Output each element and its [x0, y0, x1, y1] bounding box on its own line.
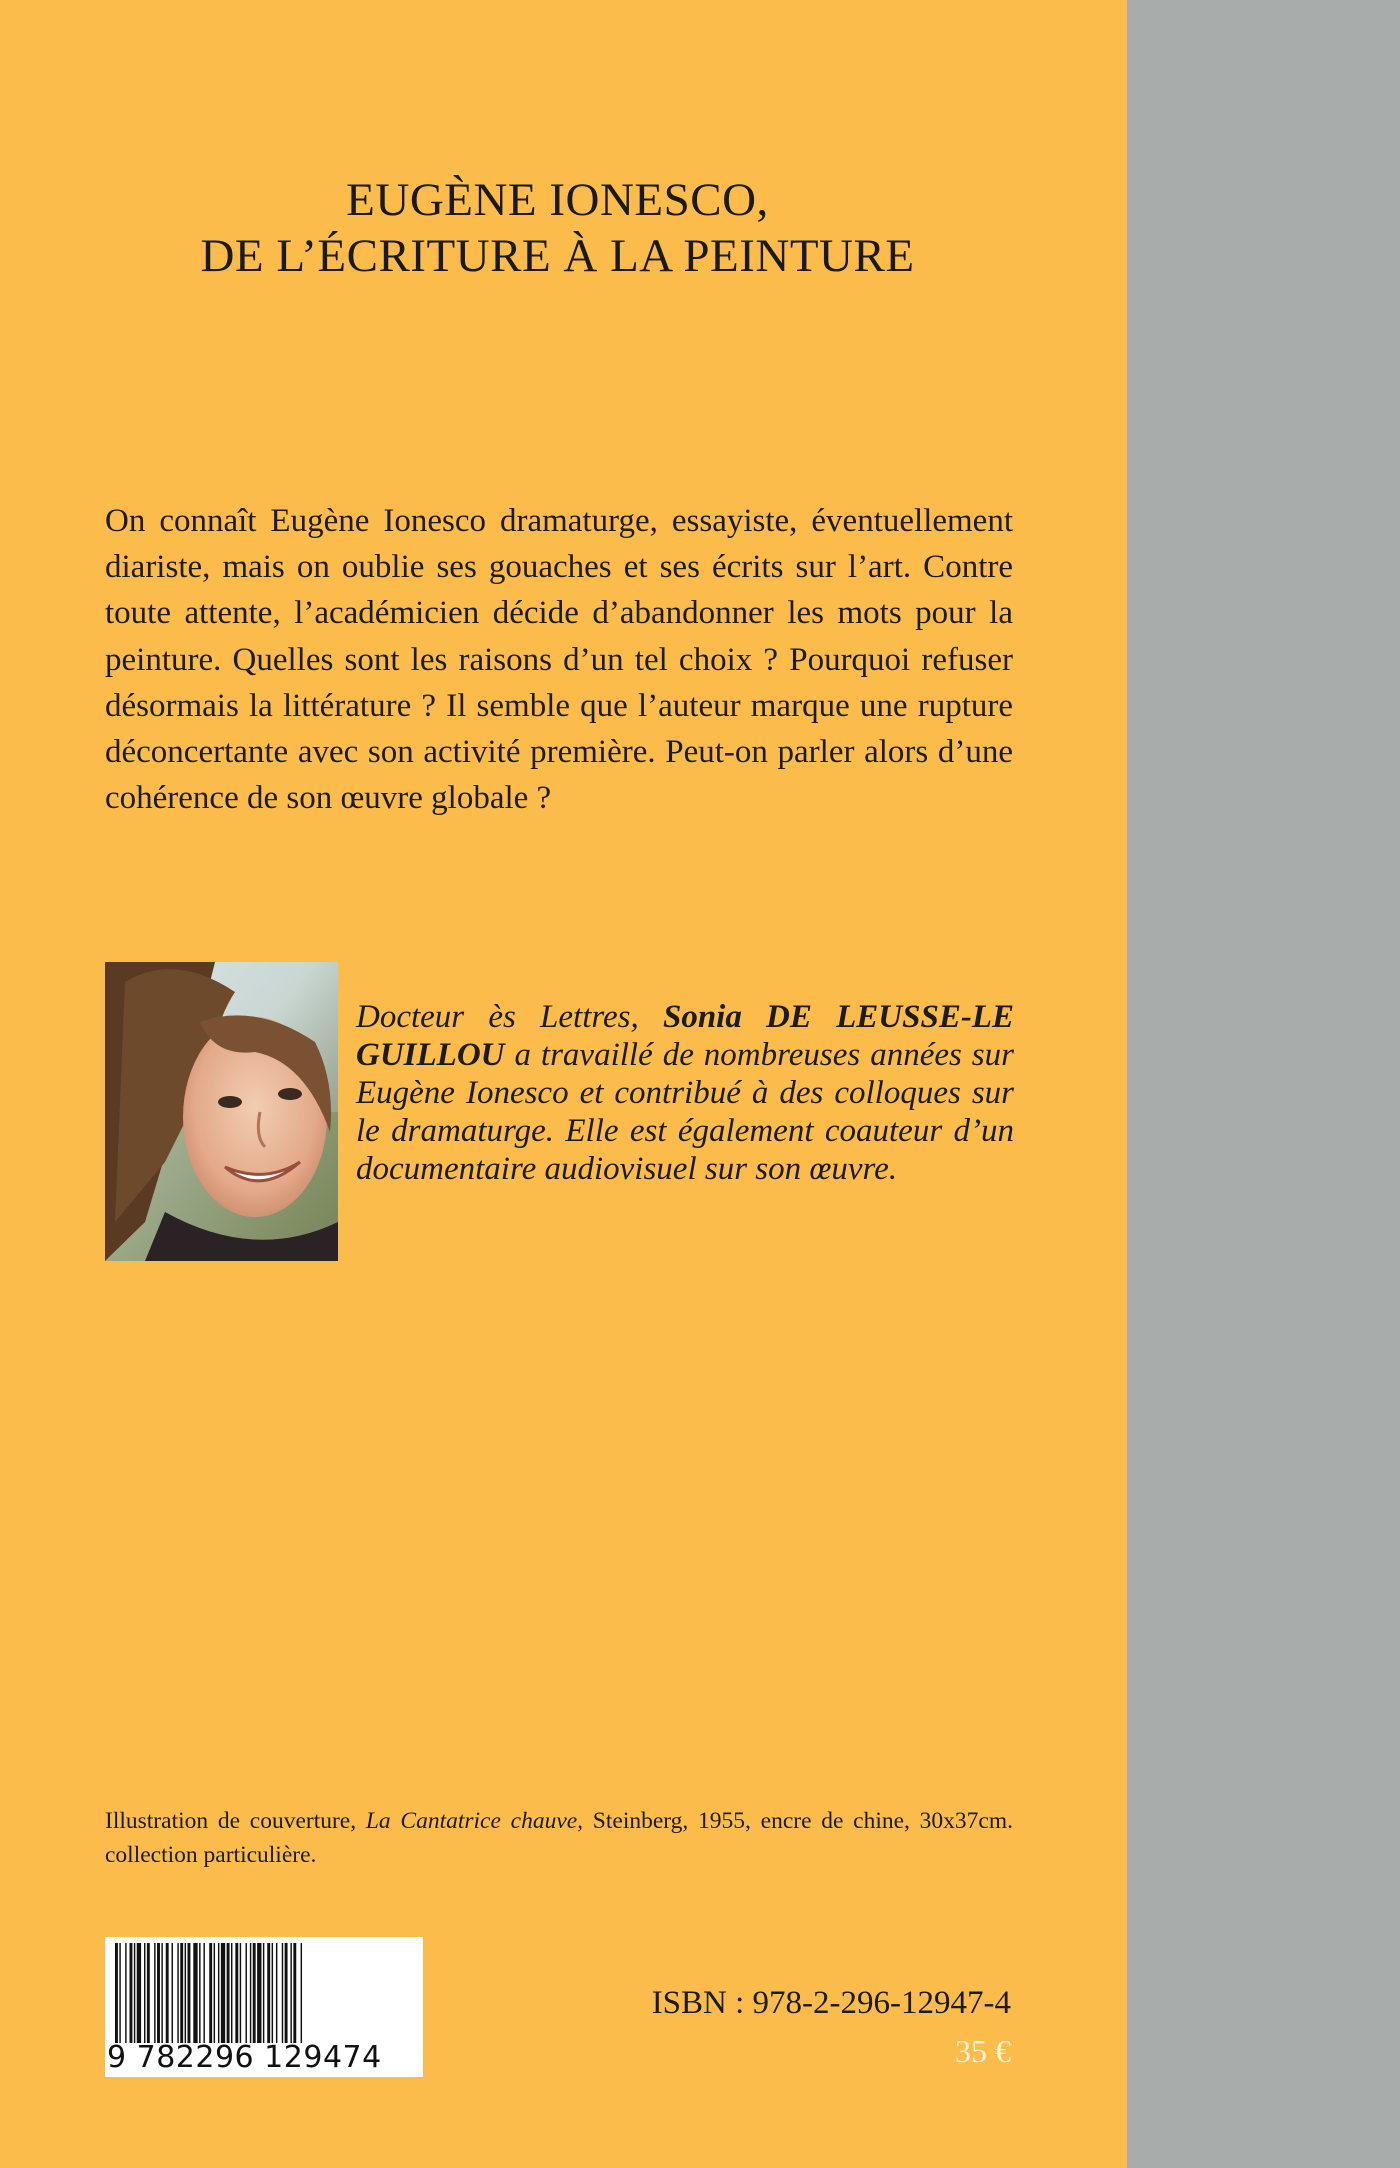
- barcode-bar: [134, 1943, 135, 2043]
- bio-text: a travaillé de nombreuses années sur Eugène Ionesco et contribué à des colloques sur le dramaturge. Elle est également coauteur d’un documentaire audiovisuel sur son œuvre.: [356, 1037, 1014, 1187]
- book-title: [105, 172, 1010, 285]
- barcode-bar: [119, 1943, 120, 2043]
- illustration-title: La Cantatrice chauve,: [365, 1808, 584, 1834]
- barcode-bar: [290, 1943, 291, 2043]
- barcode-bar: [209, 1943, 212, 2043]
- barcode-bar: [218, 1943, 219, 2043]
- blurb-paragraph: On connaît Eugène Ionesco dramaturge, essayiste, éventuellement diariste, mais on oublie ses gouaches et ses écrits sur l’art. Contre toute attente, l’académicien décide d’abandonner les mots pour la peinture. Quelles sont les raisons d’un tel choix ? Pourquoi refuser désormais la littérature ? Il semble que l’auteur marque une rupture déconcertante avec son activité première. Peut-on parler alors d’une cohérence de son œuvre globale ?: [105, 503, 1013, 817]
- barcode-bar: [199, 1943, 200, 2043]
- barcode-bar: [282, 1943, 283, 2043]
- barcode-bar: [235, 1943, 238, 2043]
- barcode-bar: [185, 1943, 186, 2043]
- barcode-bar: [227, 1943, 230, 2043]
- barcode-bar: [144, 1943, 145, 2043]
- isbn: ISBN : 978-2-296-12947-4: [651, 1985, 1011, 2021]
- barcode-bar: [267, 1943, 270, 2043]
- barcode-bar: [125, 1943, 126, 2043]
- barcode-bar: [147, 1943, 150, 2043]
- title-line-2: DE L’ÉCRITURE À LA PEINTURE: [200, 230, 915, 283]
- barcode-bar: [301, 1943, 302, 2043]
- barcode-bar: [250, 1943, 251, 2043]
- barcode: [105, 1937, 423, 2077]
- barcode-digits: 9 782296 129474: [107, 2040, 382, 2075]
- barcode-bar: [188, 1943, 191, 2043]
- credits-prefix: Illustration de couverture,: [105, 1808, 366, 1834]
- credits-text: Steinberg, 1955, encre de chine, 30x37cm. collection particulière.: [105, 1808, 1013, 1868]
- barcode-bar: [293, 1943, 296, 2043]
- barcode-bar: [276, 1943, 277, 2043]
- price: 35 €: [955, 2033, 1011, 2069]
- title-line-1: EUGÈNE IONESCO,: [346, 174, 769, 226]
- barcode-bar: [263, 1943, 264, 2043]
- barcode-bar: [161, 1943, 162, 2043]
- barcode-bar: [214, 1943, 215, 2043]
- barcode-bar: [221, 1943, 225, 2043]
- barcode-bar: [166, 1943, 169, 2043]
- barcode-bar: [172, 1943, 173, 2043]
- barcode-bar: [177, 1943, 178, 2043]
- barcode-bar: [137, 1943, 141, 2043]
- barcode-bar: [180, 1943, 183, 2043]
- author-photo: [105, 962, 338, 1261]
- illustration-credits: [105, 1804, 1013, 1872]
- barcode-bar: [154, 1943, 155, 2043]
- barcode-bar: [246, 1943, 247, 2043]
- barcode-bars: [111, 1943, 417, 2043]
- back-cover-blurb: [105, 498, 1013, 821]
- barcode-bar: [272, 1943, 273, 2043]
- author-name: Sonia DE LEUSSE-LE GUILLOU: [356, 999, 1014, 1073]
- barcode-bar: [257, 1943, 261, 2043]
- barcode-bar: [240, 1943, 241, 2043]
- barcode-bar: [157, 1943, 160, 2043]
- barcode-bar: [115, 1943, 118, 2043]
- barcode-bar: [231, 1943, 232, 2043]
- barcode-bar: [253, 1943, 256, 2043]
- barcode-bar: [193, 1943, 197, 2043]
- barcode-bar: [285, 1943, 288, 2043]
- barcode-bar: [130, 1943, 133, 2043]
- barcode-bar: [203, 1943, 204, 2043]
- spine-strip: [1127, 0, 1400, 2168]
- bio-prefix: Docteur ès Lettres,: [356, 999, 663, 1035]
- author-biography: [356, 998, 1014, 1188]
